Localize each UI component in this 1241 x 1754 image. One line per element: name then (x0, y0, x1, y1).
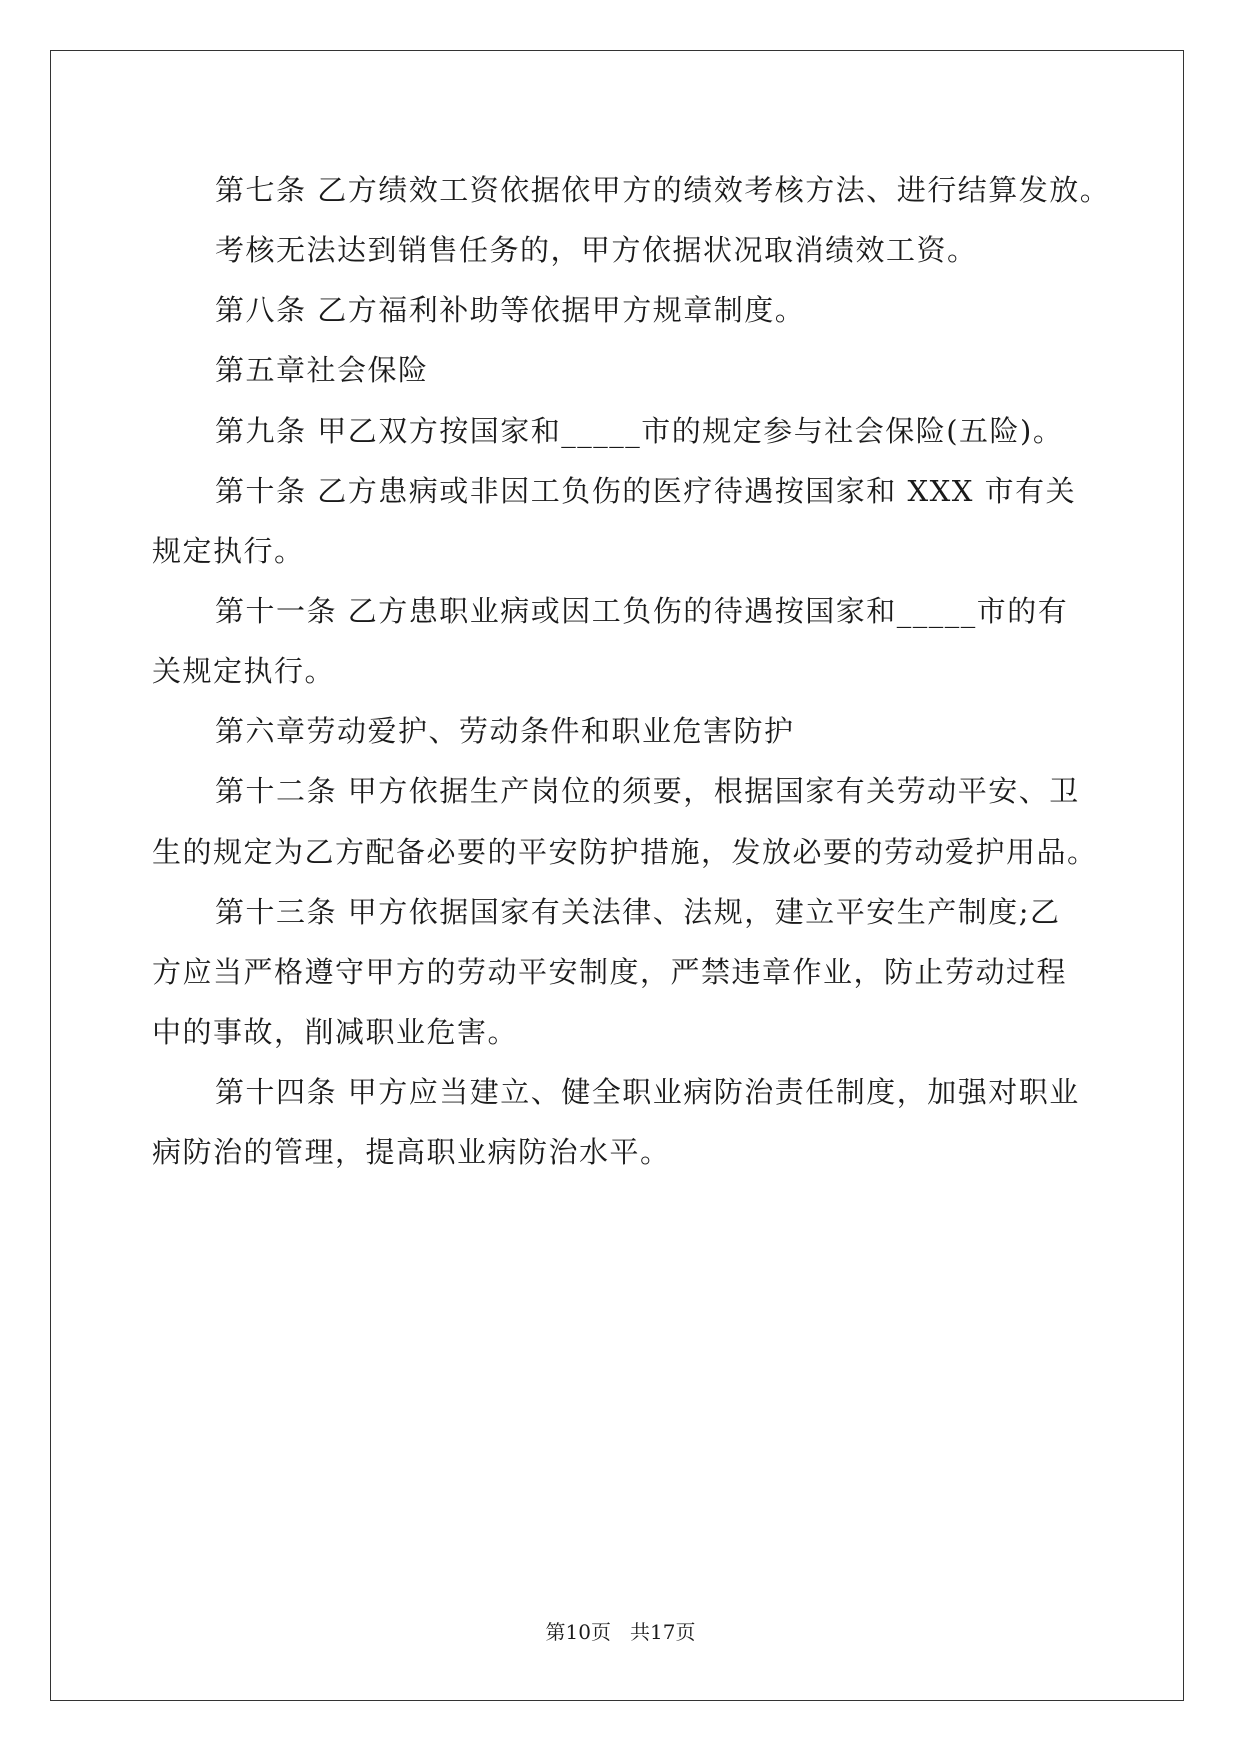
text-line: 考核无法达到销售任务的，甲方依据状况取消绩效工资。 (215, 233, 978, 267)
text-line: 第九条 甲乙双方按国家和_____市的规定参与社会保险(五险)。 (215, 414, 1064, 448)
text-line: 方应当严格遵守甲方的劳动平安制度，严禁违章作业，防止劳动过程 (152, 955, 1068, 989)
text-line: 病防治的管理，提高职业病防治水平。 (152, 1135, 671, 1169)
chapter-heading: 第六章劳动爱护、劳动条件和职业危害防护 (215, 714, 795, 748)
text-line: 生的规定为乙方配备必要的平安防护措施，发放必要的劳动爱护用品。 (152, 835, 1098, 869)
page-number: 第10页 (545, 1620, 611, 1644)
text-line: 第十三条 甲方依据国家有关法律、法规，建立平安生产制度;乙 (215, 895, 1061, 929)
page-footer (0, 1619, 1241, 1645)
text-line: 规定执行。 (152, 534, 305, 568)
text-line: 中的事故，削减职业危害。 (152, 1015, 519, 1049)
text-line: 第十条 乙方患病或非因工负伤的医疗待遇按国家和 XXX 市有关 (215, 474, 1077, 508)
text-line: 第八条 乙方福利补助等依据甲方规章制度。 (215, 293, 806, 327)
text-line: 第十一条 乙方患职业病或因工负伤的待遇按国家和_____市的有 (215, 594, 1069, 628)
page-total: 共17页 (630, 1620, 696, 1644)
text-line: 第七条 乙方绩效工资依据依甲方的绩效考核方法、进行结算发放。 (215, 173, 1111, 207)
chapter-heading: 第五章社会保险 (215, 353, 429, 387)
text-line: 第十四条 甲方应当建立、健全职业病防治责任制度，加强对职业 (215, 1075, 1080, 1109)
text-line: 第十二条 甲方依据生产岗位的须要，根据国家有关劳动平安、卫 (215, 774, 1080, 808)
text-line: 关规定执行。 (152, 654, 336, 688)
